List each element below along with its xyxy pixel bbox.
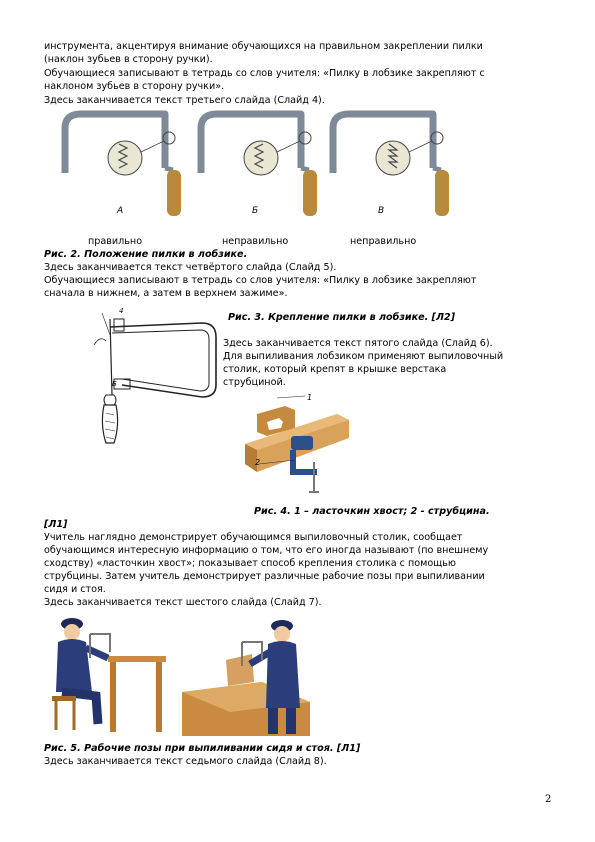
side-line-4: струбциной.	[223, 377, 286, 388]
figure-3-mark-top: 4	[119, 307, 124, 315]
mid-line-1: Здесь заканчивается текст четвёртого слайда (Слайд 5).	[44, 262, 337, 273]
figure-4-caption: Рис. 4. 1 – ласточкин хвост; 2 - струбцина.	[254, 506, 490, 517]
figure-letter-b: Б	[252, 206, 259, 216]
intro-line-2: (наклон зубьев в сторону ручки).	[44, 54, 213, 65]
intro-line-4: наклоном зубьев в сторону ручки».	[44, 81, 225, 92]
fretsaw-c	[333, 114, 449, 216]
fretsaw-clamping-figure	[92, 305, 222, 453]
figure-letter-c: В	[378, 206, 385, 216]
label-incorrect-2: неправильно	[350, 236, 417, 247]
fretsaw-blade-positions-figure	[55, 108, 455, 220]
fretsaw-b	[201, 114, 317, 216]
body-line-5: сидя и стоя.	[44, 584, 106, 595]
body-line-1: Учитель наглядно демонстрирует обучающимся выпиловочный столик, сообщает	[44, 532, 463, 543]
side-line-3: столик, который крепят в крышке верстака	[223, 364, 447, 375]
fretsaw-a	[65, 114, 181, 216]
intro-line-1: инструмента, акцентируя внимание обучающихся на правильном закреплении пилки	[44, 41, 483, 52]
seated-posture-illustration	[48, 612, 168, 736]
standing-posture-illustration	[182, 612, 310, 736]
intro-line-3: Обучающиеся записывают в тетрадь со слов учителя: «Пилку в лобзике закрепляют с	[44, 68, 485, 79]
mid-line-2: Обучающиеся записывают в тетрадь со слов учителя: «Пилку в лобзике закрепляют	[44, 275, 477, 286]
figure-5-caption: Рис. 5. Рабочие позы при выпиливании сидя и стоя. [Л1]	[44, 743, 361, 754]
figure-3-caption: Рис. 3. Крепление пилки в лобзике. [Л2]	[228, 312, 456, 323]
page-number: 2	[545, 794, 552, 805]
working-postures-figure	[48, 612, 310, 736]
mid-line-3: сначала в нижнем, а затем в верхнем зажиме».	[44, 288, 288, 299]
body-line-6: Здесь заканчивается текст шестого слайда (Слайд 7).	[44, 597, 322, 608]
figure-4-mark-2: 2	[255, 458, 261, 467]
intro-line-5: Здесь заканчивается текст третьего слайда (Слайд 4).	[44, 95, 325, 106]
label-incorrect-1: неправильно	[222, 236, 289, 247]
dovetail-table-clamp-figure	[237, 392, 352, 502]
figure-letter-a: А	[117, 206, 124, 216]
body-line-4: струбцины. Затем учитель демонстрирует различные рабочие позы при выпиливании	[44, 571, 485, 582]
side-line-2: Для выпиливания лобзиком применяют выпиловочный	[223, 351, 504, 362]
body-line-3: сходству) «ласточкин хвост»; показывает способ крепления столика с помощью	[44, 558, 456, 569]
figure-4-mark-1: 1	[307, 393, 313, 402]
figure-3-mark-bottom: Б	[112, 380, 117, 388]
figure-4-caption-ref: [Л1]	[44, 519, 68, 530]
end-line: Здесь заканчивается текст седьмого слайда (Слайд 8).	[44, 756, 327, 767]
figure-2-caption: Рис. 2. Положение пилки в лобзике.	[44, 249, 248, 260]
body-line-2: обучающимся интересную информацию о том, что его иногда называют (по внешнему	[44, 545, 489, 556]
side-line-1: Здесь заканчивается текст пятого слайда (Слайд 6).	[223, 338, 493, 349]
label-correct: правильно	[88, 236, 143, 247]
